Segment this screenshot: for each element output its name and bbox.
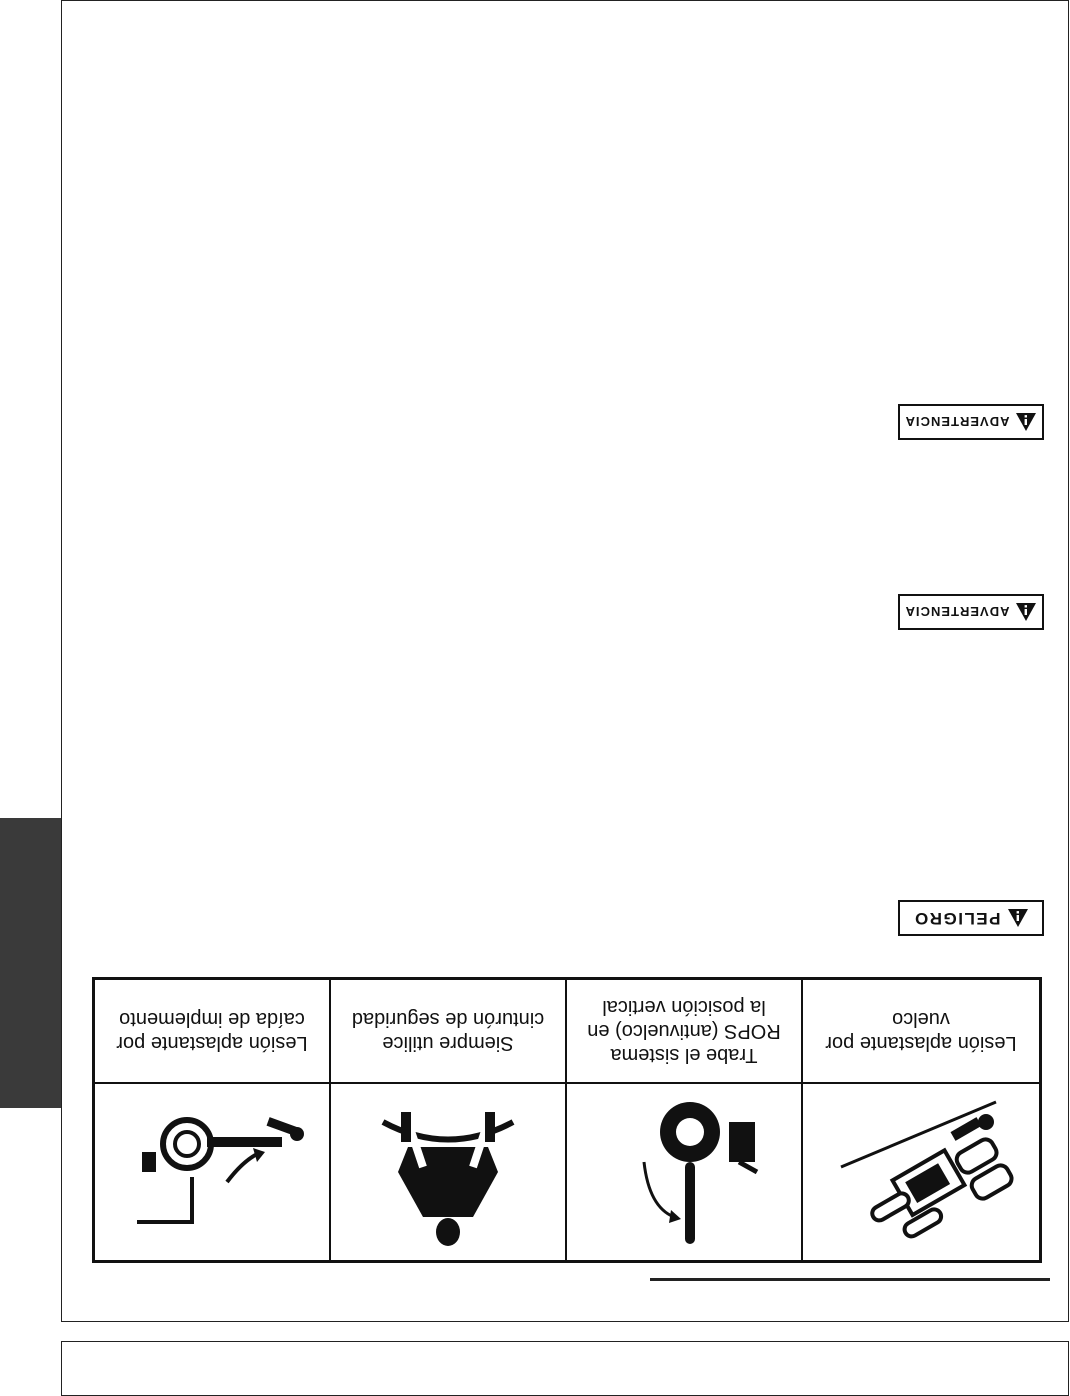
warning-word: ADVERTENCIA [904, 414, 1010, 430]
rops-pictogram-icon [579, 1092, 789, 1252]
rollover-pictogram-icon [816, 1092, 1026, 1252]
caption-cell [95, 980, 331, 1084]
warning-triangle-icon [1007, 908, 1029, 928]
warning-triangle-icon [1015, 412, 1037, 432]
caption-cell [331, 980, 567, 1084]
section-tab [0, 818, 61, 1108]
pictogram-cell [331, 1084, 567, 1260]
warning-label-1 [898, 404, 1044, 440]
section-rule [650, 1278, 1050, 1281]
caption-cell [803, 980, 1039, 1084]
safety-decal-panel [92, 977, 1042, 1263]
pictogram-cell [803, 1084, 1039, 1260]
caption-implement-crush: Lesión aplastante por caída de implemento [116, 1008, 308, 1054]
warning-triangle-icon [1015, 602, 1037, 622]
implement-fall-pictogram-icon [107, 1092, 317, 1252]
caption-cell [567, 980, 803, 1084]
caption-rops: Trabe el sistema ROPS (antivuelco) en la posición vertical [587, 996, 781, 1066]
danger-label [898, 900, 1044, 936]
pictogram-cell [567, 1084, 803, 1260]
caption-rollover: Lesión aplastante por vuelco [825, 1008, 1017, 1054]
caption-seatbelt: Siempre utilice cinturón de seguridad [351, 1008, 545, 1054]
footer-box [61, 1341, 1069, 1396]
seatbelt-pictogram-icon [343, 1092, 553, 1252]
danger-word: PELIGRO [913, 909, 1001, 928]
warning-label-2 [898, 594, 1044, 630]
pictogram-cell [95, 1084, 331, 1260]
warning-word: ADVERTENCIA [904, 604, 1010, 620]
